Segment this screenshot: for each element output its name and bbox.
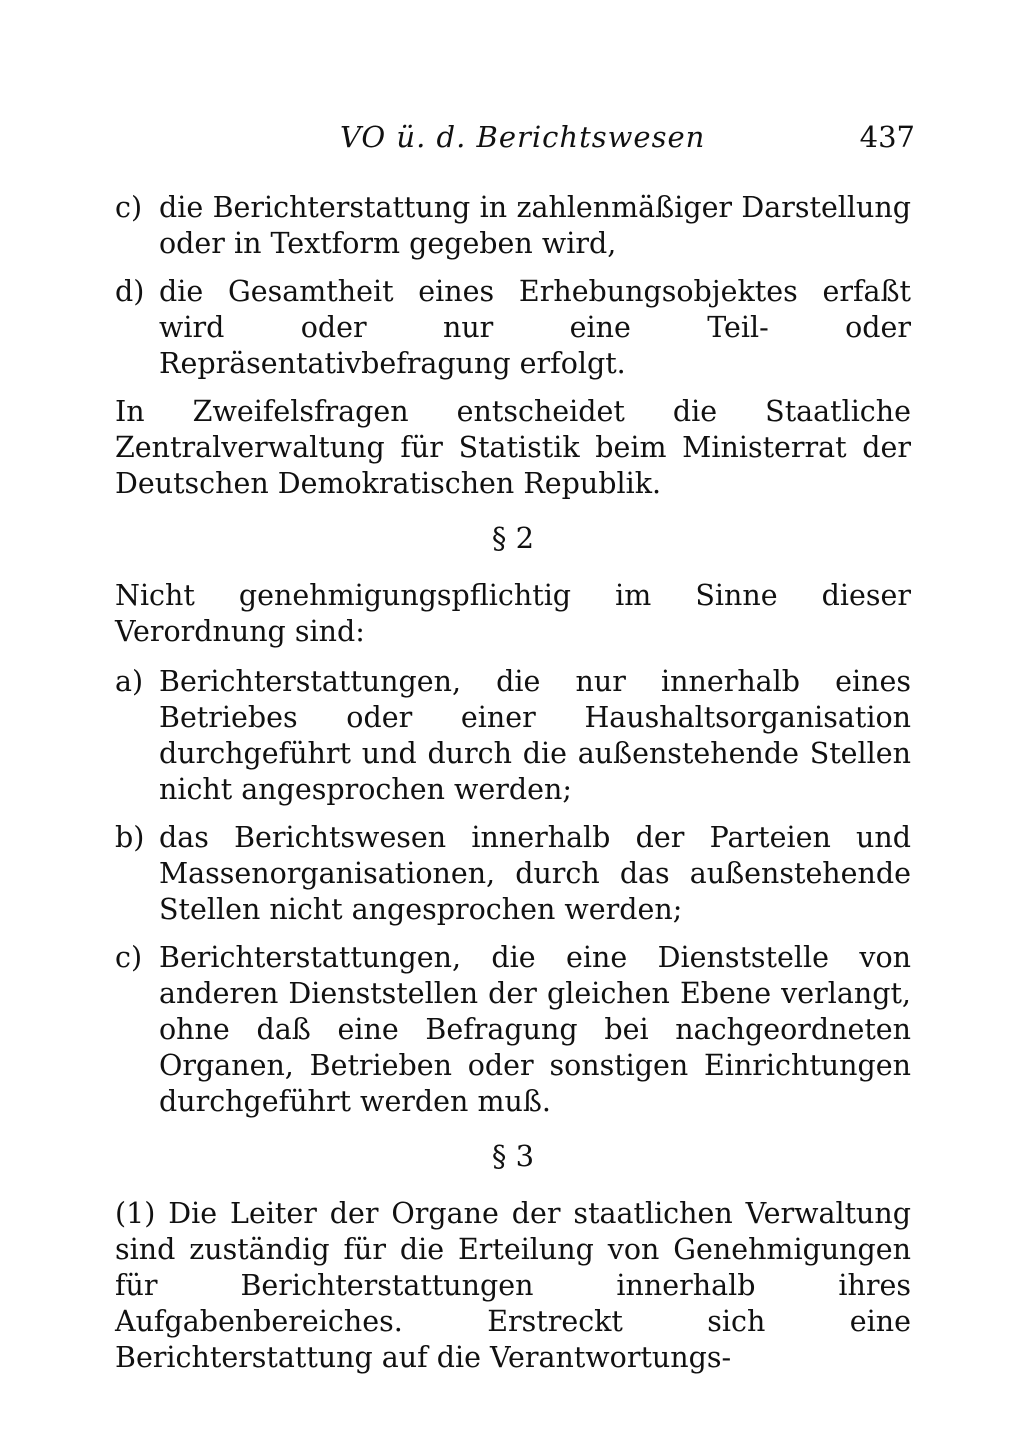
paragraph-zweifelsfragen: In Zweifelsfragen entscheidet die Staatliche Zentralverwaltung für Statistik beim Ministerrat der Deutschen Demokratischen Republik.: [115, 395, 911, 500]
page-header: [115, 120, 915, 160]
list-item-text: Berichterstattungen, die nur innerhalb eines Betriebes oder einer Haushaltsorganisation durchgeführt und durch die außenstehende Stellen nicht angesprochen werden;: [159, 665, 911, 806]
section3-paragraph-1: (1) Die Leiter der Organe der staatlichen Verwaltung sind zuständig für die Erteilung von Genehmigungen für Berichterstattungen innerhalb ihres Aufgabenbereiches. Erstreckt sich eine Berichterstattung auf die Verantwortungs-: [115, 1197, 911, 1374]
list-item-label: d): [115, 275, 145, 308]
section-heading-3: § 3: [491, 1139, 535, 1173]
list-item-text: die Gesamtheit eines Erhebungsobjektes erfaßt wird oder nur eine Teil- oder Repräsentativbefragung erfolgt.: [159, 275, 911, 380]
section-heading-2: § 2: [491, 521, 535, 555]
running-title: VO ü. d. Berichtswesen: [340, 120, 706, 154]
list-item: [115, 664, 911, 808]
list-item-label: a): [115, 665, 144, 698]
list-item-label: c): [115, 941, 143, 974]
list-item-text: die Berichterstattung in zahlenmäßiger Darstellung oder in Textform gegeben wird,: [159, 191, 911, 260]
page-number: 437: [859, 120, 915, 154]
list-item: [115, 274, 911, 382]
list-item: [115, 190, 911, 262]
list-item-text: Berichterstattungen, die eine Dienststelle von anderen Dienststellen der gleichen Ebene verlangt, ohne daß eine Befragung bei nachgeordneten Organen, Betrieben oder sonstigen Einrichtungen durchgeführt werden muß.: [159, 941, 911, 1118]
page-body: [115, 190, 911, 1390]
list-item: [115, 820, 911, 928]
section2-intro: Nicht genehmigungspflichtig im Sinne dieser Verordnung sind:: [115, 579, 911, 648]
list-item-label: b): [115, 821, 145, 854]
list-item-label: c): [115, 191, 143, 224]
list-item-text: das Berichtswesen innerhalb der Parteien und Massenorganisationen, durch das außenstehende Stellen nicht angesprochen werden;: [159, 821, 911, 926]
list-item: [115, 940, 911, 1120]
